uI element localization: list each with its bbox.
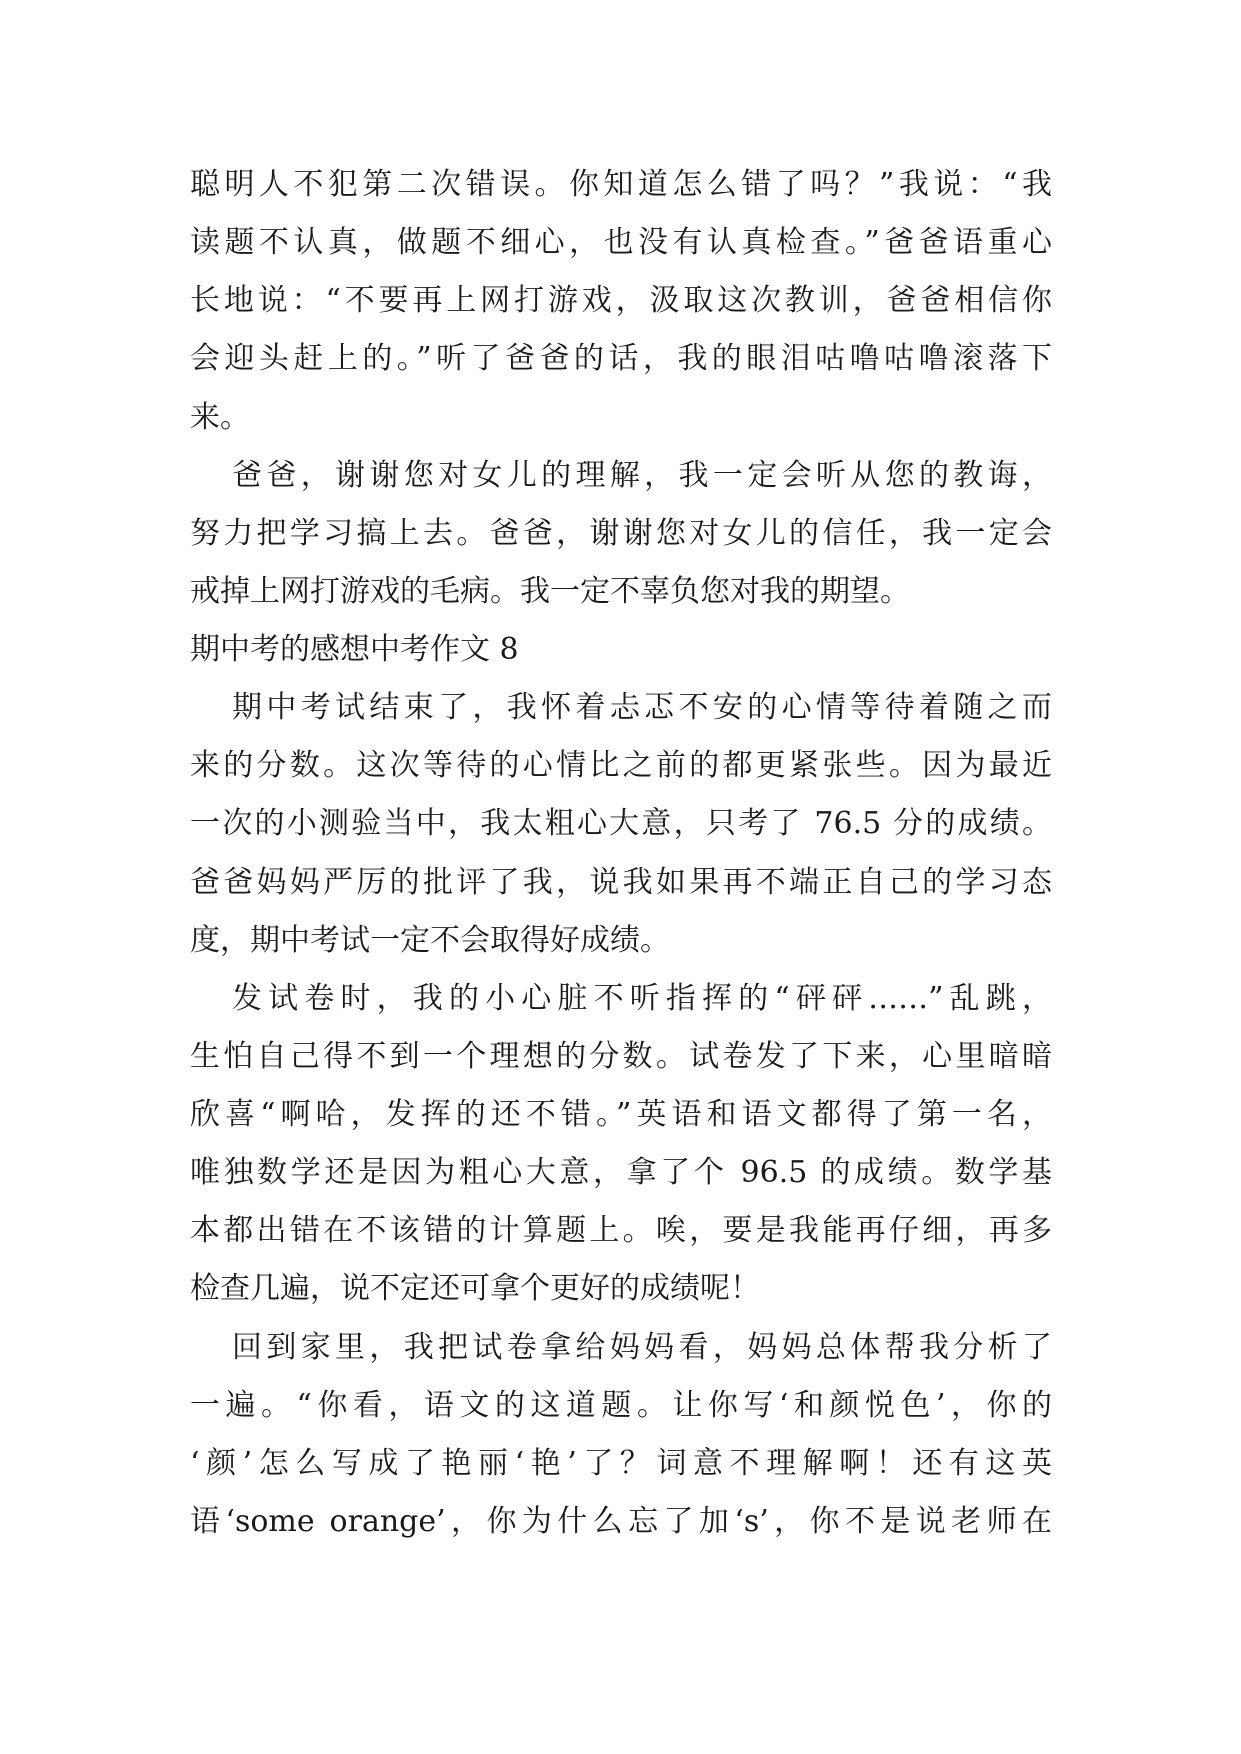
- paragraph: [190, 970, 1052, 1319]
- text-line: 检查几遍，说不定还可拿个更好的成绩呢！: [190, 1271, 760, 1307]
- paragraph: [190, 447, 1052, 621]
- text-line: 爸爸，谢谢您对女儿的理解，我一定会听从您的教诲，: [232, 457, 1052, 493]
- text-line: 来的分数。这次等待的心情比之前的都更紧张些。因为最近: [190, 748, 1052, 784]
- text-line: 聪明人不犯第二次错误。你知道怎么错了吗？”我说：“我: [190, 167, 1052, 202]
- paragraph: [190, 1319, 1052, 1552]
- text-line: 唯独数学还是因为粗心大意，拿了个 96.5 的成绩。数学基: [190, 1155, 1052, 1191]
- text-line: ‘颜’怎么写成了艳丽‘艳’了？词意不理解啊！还有这英: [190, 1445, 1052, 1481]
- text-line: 读题不认真，做题不细心，也没有认真检查。”爸爸语重心: [190, 225, 1052, 261]
- text-line: 回到家里，我把试卷拿给妈妈看，妈妈总体帮我分析了: [232, 1329, 1052, 1365]
- text-line: 生怕自己得不到一个理想的分数。试卷发了下来，心里暗暗: [190, 1038, 1052, 1074]
- text-line: 语‘some orange’，你为什么忘了加‘s’，你不是说老师在: [190, 1503, 1052, 1539]
- text-line: 努力把学习搞上去。爸爸，谢谢您对女儿的信任，我一定会: [190, 515, 1052, 551]
- text-line: 本都出错在不该错的计算题上。唉，要是我能再仔细，再多: [190, 1213, 1052, 1249]
- text-line: 一次的小测验当中，我太粗心大意，只考了 76.5 分的成绩。: [190, 806, 1052, 842]
- text-line: 一遍。“你看，语文的这道题。让你写‘和颜悦色’，你的: [190, 1387, 1052, 1423]
- text-line: 欣喜“啊哈，发挥的还不错。”英语和语文都得了第一名，: [190, 1097, 1052, 1132]
- document-body: [190, 156, 1052, 1551]
- text-line: 会迎头赶上的。”听了爸爸的话，我的眼泪咕噜咕噜滚落下: [190, 341, 1052, 377]
- text-line: 期中考试结束了，我怀着忐忑不安的心情等待着随之而: [232, 690, 1052, 726]
- text-line: 爸爸妈妈严厉的批评了我，说我如果再不端正自己的学习态: [190, 864, 1052, 900]
- paragraph: [190, 679, 1052, 970]
- section-heading: 期中考的感想中考作文 8: [190, 632, 519, 667]
- text-line: 来。: [190, 399, 250, 435]
- paragraph: [190, 156, 1052, 447]
- text-line: 度，期中考试一定不会取得好成绩。: [190, 922, 670, 958]
- text-line: 长地说：“不要再上网打游戏，汲取这次教训，爸爸相信你: [190, 283, 1052, 319]
- text-line: 发试卷时，我的小心脏不听指挥的“砰砰……”乱跳，: [232, 980, 1052, 1016]
- text-line: 戒掉上网打游戏的毛病。我一定不辜负您对我的期望。: [190, 573, 910, 609]
